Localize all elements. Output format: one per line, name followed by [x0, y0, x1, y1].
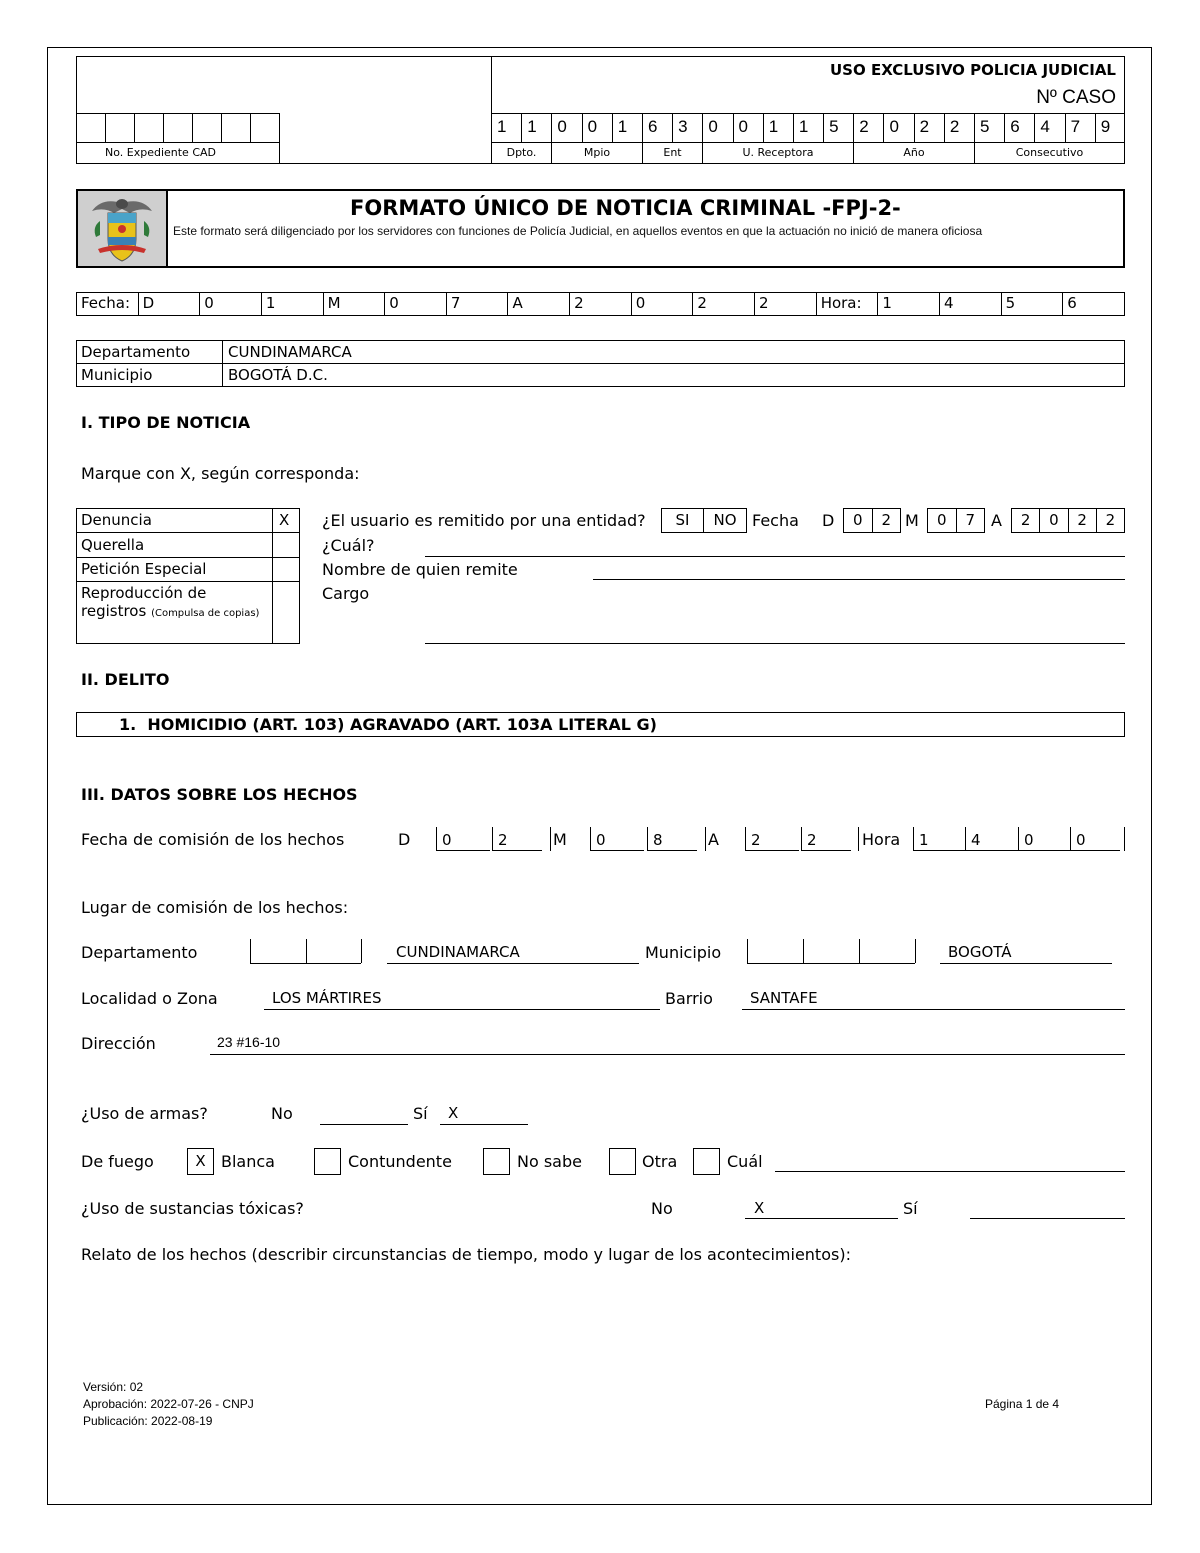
departamento-label: Departamento — [81, 343, 191, 361]
barrio-label: Barrio — [665, 989, 713, 1008]
sustancias-no-value: X — [754, 1199, 765, 1217]
digit-underline — [745, 850, 799, 851]
sustancias-si-label: Sí — [903, 1199, 918, 1218]
case-part-label: Mpio — [551, 142, 642, 164]
hechos-a-label: A — [708, 830, 719, 849]
de-fuego-label: De fuego — [81, 1152, 154, 1171]
tipo-row-line-1 — [76, 532, 300, 533]
expediente-digit-box[interactable] — [134, 114, 163, 142]
case-digit: 1 — [763, 114, 793, 142]
section1-title: I. TIPO DE NOTICIA — [81, 413, 251, 432]
digit-underline — [590, 850, 644, 851]
hechos-municipio-value: BOGOTÁ — [948, 943, 1012, 961]
tipo-row-line-3 — [76, 581, 300, 582]
hechos-year-digit[interactable]: 2 — [751, 831, 761, 849]
remitido-year-digit[interactable]: 2 — [1068, 509, 1096, 532]
hechos-hour-digit[interactable]: 1 — [919, 831, 929, 849]
case-digit: 1 — [612, 114, 642, 142]
delito-value: 1. HOMICIDIO (ART. 103) AGRAVADO (ART. 103A LITERAL G) — [119, 715, 657, 734]
case-digit: 2 — [914, 114, 944, 142]
localidad-value: LOS MÁRTIRES — [272, 989, 382, 1007]
expediente-label: No. Expediente CAD — [105, 146, 216, 159]
hechos-hour-digit[interactable]: 0 — [1024, 831, 1034, 849]
remitido-question: ¿El usuario es remitido por una entidad? — [322, 511, 646, 530]
digit-tick — [1070, 827, 1071, 851]
no-box[interactable]: NO — [703, 508, 747, 533]
code-tick — [915, 939, 916, 963]
case-digit: 0 — [582, 114, 612, 142]
hechos-municipio-field[interactable] — [940, 963, 1112, 964]
localidad-field[interactable] — [264, 1009, 660, 1010]
digit-tick — [436, 827, 437, 851]
uso-exclusivo-label: USO EXCLUSIVO POLICIA JUDICIAL — [829, 61, 1116, 79]
digit-underline — [965, 850, 1019, 851]
no-sabe-checkbox[interactable] — [609, 1148, 636, 1175]
relato-label: Relato de los hechos (describir circunstancias de tiempo, modo y lugar de los acontecimientos): — [81, 1245, 851, 1264]
sustancias-si-field[interactable] — [970, 1218, 1125, 1219]
colombia-coat-of-arms-icon — [78, 191, 166, 266]
remitido-day-digit[interactable]: 2 — [872, 509, 901, 532]
fecha-row-cell: 6 — [1062, 293, 1124, 315]
emblem-cell — [76, 189, 168, 268]
case-digit: 1 — [793, 114, 823, 142]
fecha-row-cell: 0 — [631, 293, 693, 315]
remitido-year-boxes — [1011, 508, 1125, 533]
no-sabe-label: No sabe — [517, 1152, 582, 1171]
digit-underline — [913, 850, 967, 851]
form-title: FORMATO ÚNICO DE NOTICIA CRIMINAL -FPJ-2- — [350, 196, 901, 220]
hechos-departamento-value: CUNDINAMARCA — [396, 943, 520, 961]
direccion-label: Dirección — [81, 1034, 156, 1053]
fecha-row-cell: 1 — [261, 293, 323, 315]
case-digit: 0 — [702, 114, 732, 142]
case-number-parts — [491, 142, 1125, 164]
remitido-a-label: A — [991, 511, 1002, 530]
expediente-digit-box[interactable] — [163, 114, 192, 142]
digit-tick — [1018, 827, 1019, 851]
cual-label: ¿Cuál? — [322, 536, 375, 555]
digit-underline — [436, 850, 490, 851]
group-tick — [705, 827, 706, 851]
municipio-value: BOGOTÁ D.C. — [228, 366, 328, 384]
remitido-year-digit[interactable]: 2 — [1096, 509, 1124, 532]
remitido-year-digit[interactable]: 0 — [1039, 509, 1067, 532]
group-tick — [550, 827, 551, 851]
tipo-label-reproduccion — [81, 584, 269, 623]
direccion-value: 23 #16-10 — [217, 1034, 281, 1050]
tipo-table-divider — [272, 508, 273, 644]
case-number-digits — [491, 113, 1125, 143]
footer-pagina: Página 1 de 4 — [985, 1397, 1060, 1411]
digit-underline — [801, 850, 851, 851]
digit-tick — [492, 827, 493, 851]
cual-arma-label: Cuál — [727, 1152, 763, 1171]
otra-checkbox[interactable] — [693, 1148, 720, 1175]
remitido-fecha-label: Fecha — [752, 511, 799, 530]
remitido-day-digit[interactable]: 0 — [852, 511, 863, 529]
fecha-row-cell: Hora: — [816, 293, 878, 315]
cargo-label: Cargo — [322, 584, 370, 603]
remitido-month-boxes — [927, 508, 985, 533]
case-digit: 5 — [974, 114, 1004, 142]
digit-underline — [1070, 850, 1120, 851]
remitido-m-label: M — [905, 511, 919, 530]
fecha-row-cell: 4 — [939, 293, 1001, 315]
code-tick — [859, 939, 860, 963]
case-digit: 1 — [521, 114, 551, 142]
hechos-departamento-field[interactable] — [387, 963, 639, 964]
contundente-checkbox[interactable] — [483, 1148, 510, 1175]
footer-publicacion: Publicación: 2022-08-19 — [83, 1414, 213, 1428]
case-digit: 1 — [491, 114, 521, 142]
nombre-remite-label: Nombre de quien remite — [322, 560, 518, 579]
hechos-d-label: D — [398, 830, 411, 849]
armas-no-field[interactable] — [320, 1124, 408, 1125]
armas-label: ¿Uso de armas? — [81, 1104, 208, 1123]
tipo-mark-denuncia[interactable]: X — [279, 511, 290, 529]
digit-tick — [913, 827, 914, 851]
fecha-row-cell: A — [507, 293, 569, 315]
case-part-label: Año — [853, 142, 974, 164]
hechos-hour-digit[interactable]: 0 — [1076, 831, 1086, 849]
cual-arma-field[interactable] — [775, 1171, 1125, 1172]
group-tick — [858, 827, 859, 851]
section2-title: II. DELITO — [81, 670, 170, 689]
hechos-day-digit[interactable]: 0 — [442, 831, 452, 849]
digit-tick — [590, 827, 591, 851]
digit-tick — [745, 827, 746, 851]
code-underline — [747, 963, 915, 964]
n-caso-label: Nº CASO — [1036, 87, 1116, 108]
armas-si-field[interactable] — [440, 1124, 528, 1125]
code-tick — [747, 939, 748, 963]
case-digit: 9 — [1095, 114, 1125, 142]
hechos-hora-label: Hora — [862, 830, 901, 849]
blanca-label: Blanca — [221, 1152, 275, 1171]
digit-underline — [1018, 850, 1072, 851]
sustancias-label: ¿Uso de sustancias tóxicas? — [81, 1199, 304, 1218]
form-description: Este formato será diligenciado por los servidores con funciones de Policía Judicial, en aquellos eventos en que la actuación no inició de manera oficiosa — [173, 224, 983, 238]
cual-field[interactable] — [425, 556, 1125, 557]
remitido-d-label: D — [822, 511, 835, 530]
de-fuego-checkbox[interactable]: X — [187, 1148, 214, 1175]
remitido-month-digit[interactable]: 0 — [936, 511, 947, 529]
hechos-hour-digit[interactable]: 4 — [971, 831, 981, 849]
case-digit: 0 — [883, 114, 913, 142]
expediente-digit-box[interactable] — [221, 114, 250, 142]
digit-tick — [647, 827, 648, 851]
hechos-day-digit[interactable]: 2 — [498, 831, 508, 849]
case-part-label: Consecutivo — [974, 142, 1125, 164]
reproduccion-label: Reproducción de registros — [81, 584, 207, 620]
municipio-label: Municipio — [81, 366, 153, 384]
case-part-label: U. Receptora — [702, 142, 853, 164]
fecha-row-cell: 5 — [1001, 293, 1063, 315]
case-digit: 0 — [733, 114, 763, 142]
case-digit: 0 — [551, 114, 581, 142]
sustancias-no-field[interactable] — [745, 1218, 898, 1219]
departamento-value: CUNDINAMARCA — [228, 343, 352, 361]
fecha-row-cell: 7 — [446, 293, 508, 315]
expediente-boxes — [76, 113, 280, 143]
nombre-remite-field[interactable] — [593, 579, 1125, 580]
case-digit: 4 — [1034, 114, 1064, 142]
barrio-value: SANTAFE — [750, 989, 818, 1007]
fecha-row-cell: D — [138, 293, 200, 315]
case-digit: 7 — [1065, 114, 1095, 142]
section1-instruction: Marque con X, según corresponda: — [81, 464, 360, 483]
digit-underline — [492, 850, 542, 851]
armas-si-value: X — [448, 1104, 459, 1122]
fecha-row-cell: Fecha: — [81, 294, 131, 312]
digit-tick — [801, 827, 802, 851]
code-tick — [250, 939, 251, 963]
tipo-label-querella: Querella — [81, 536, 145, 554]
fecha-row-cell: 1 — [877, 293, 939, 315]
tipo-label-peticion: Petición Especial — [81, 560, 207, 578]
remitido-month-digit[interactable]: 7 — [956, 509, 985, 532]
case-part-label: Dpto. — [491, 142, 551, 164]
expediente-digit-box[interactable] — [76, 114, 105, 142]
fecha-row-cell: 0 — [199, 293, 261, 315]
digit-underline — [647, 850, 697, 851]
case-digit: 6 — [1004, 114, 1034, 142]
fecha-row-cell: 2 — [569, 293, 631, 315]
remitido-day-boxes — [843, 508, 901, 533]
hechos-municipio-label: Municipio — [645, 943, 722, 962]
barrio-field[interactable] — [742, 1009, 1125, 1010]
hechos-month-digit[interactable]: 8 — [653, 831, 663, 849]
fecha-row-cell: 2 — [692, 293, 754, 315]
hechos-m-label: M — [553, 830, 567, 849]
fecha-row — [76, 292, 1125, 316]
tipo-label-denuncia: Denuncia — [81, 511, 152, 529]
hechos-departamento-label: Departamento — [81, 943, 198, 962]
armas-si-label: Sí — [413, 1104, 428, 1123]
digit-tick-end — [1124, 827, 1125, 851]
footer-version: Versión: 02 — [83, 1380, 144, 1394]
code-tick — [306, 939, 307, 963]
hechos-year-digit[interactable]: 2 — [807, 831, 817, 849]
reproduccion-note: (Compulsa de copias) — [151, 608, 260, 619]
tipo-row-line-2 — [76, 557, 300, 558]
direccion-field[interactable] — [210, 1054, 1125, 1055]
code-tick — [361, 939, 362, 963]
cargo-field[interactable] — [425, 643, 1125, 644]
hechos-month-digit[interactable]: 0 — [596, 831, 606, 849]
case-digit: 5 — [823, 114, 853, 142]
otra-label: Otra — [642, 1152, 678, 1171]
localidad-label: Localidad o Zona — [81, 989, 218, 1008]
expediente-digit-box[interactable] — [250, 114, 279, 142]
case-digit: 2 — [944, 114, 974, 142]
lugar-label: Lugar de comisión de los hechos: — [81, 898, 349, 917]
section3-title: III. DATOS SOBRE LOS HECHOS — [81, 785, 358, 804]
code-underline — [250, 963, 361, 964]
si-box[interactable]: SI — [661, 508, 704, 533]
case-part-label: Ent — [642, 142, 702, 164]
case-digit: 2 — [853, 114, 883, 142]
digit-tick — [965, 827, 966, 851]
armas-no-label: No — [271, 1104, 293, 1123]
sustancias-no-label: No — [651, 1199, 673, 1218]
blanca-checkbox[interactable] — [314, 1148, 341, 1175]
fecha-row-cell: 0 — [384, 293, 446, 315]
fecha-row-cell: M — [323, 293, 385, 315]
fecha-row-cell: 2 — [754, 293, 816, 315]
expediente-digit-box[interactable] — [192, 114, 221, 142]
case-digit: 3 — [672, 114, 702, 142]
code-tick — [803, 939, 804, 963]
expediente-digit-box[interactable] — [105, 114, 134, 142]
footer-aprobacion: Aprobación: 2022-07-26 - CNPJ — [83, 1397, 254, 1411]
location-divider — [222, 340, 223, 387]
remitido-year-digit[interactable]: 2 — [1020, 511, 1031, 529]
contundente-label: Contundente — [348, 1152, 452, 1171]
case-digit: 6 — [642, 114, 672, 142]
fecha-comision-label: Fecha de comisión de los hechos — [81, 830, 345, 849]
